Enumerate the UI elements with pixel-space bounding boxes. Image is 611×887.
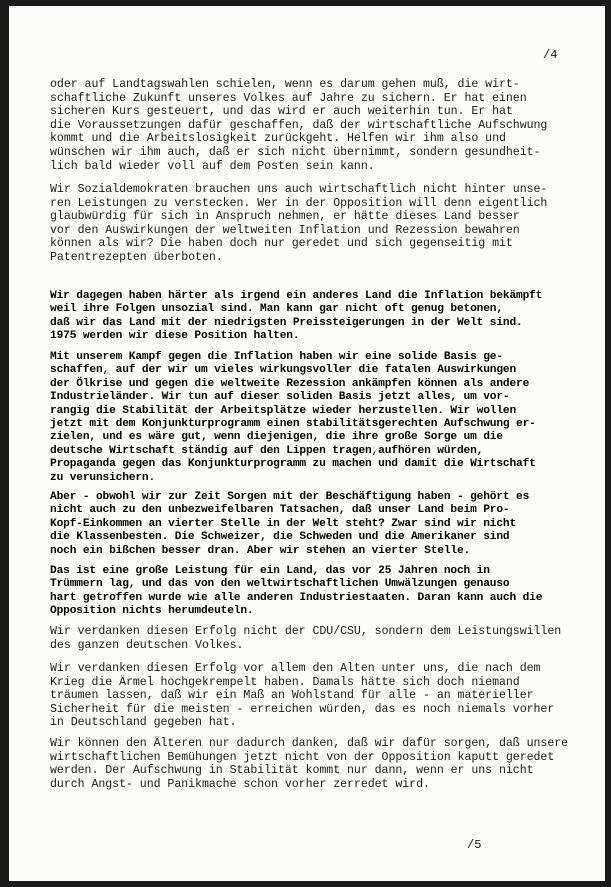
page-number: /4 <box>543 48 558 62</box>
paragraph-1: oder auf Landtagswahlen schielen, wenn es darum gehen muß, die wirt- schaftliche Zukunft unseres Volkes auf Jahre zu sichern. Er hat einen sicheren Kurs gesteuert, und das wird er auch weiterhin tun. Er hat die Voraussetzungen dafür geschaffen, daß der wirtschaftliche Aufschwung kommt und die Arbeitslosigkeit zurückgeht. Helfen wir ihm also und wünschen wir ihm auch, daß er sich nicht übernimmt, sondern gesundheit- lich bald wieder voll auf dem Posten sein kann. <box>50 78 548 173</box>
paragraph-6: Das ist eine große Leistung für ein Land, das vor 25 Jahren noch in Trümmern lag, und das von den weltwirtschaftlichen Umwälzungen genauso hart getroffen wurde wie alle anderen Industriestaaten. Daran kann auch die Opposition nichts herumdeuteln. <box>50 565 543 618</box>
paragraph-5: Aber - obwohl wir zur Zeit Sorgen mit der Beschäftigung haben - gehört es nicht auch zu den unbezweifelbaren Tatsachen, daß unser Land beim Pro- Kopf-Einkommen an vierter Stelle in der Welt steht? Zwar sind wir nicht die Klassenbesten. Die Schweizer, die Schweden und die Amerikaner sind noch ein bißchen besser dran. Aber wir stehen an vierter Stelle. <box>50 491 530 557</box>
paragraph-7: Wir verdanken diesen Erfolg nicht der CDU/CSU, sondern dem Leistungswillen des ganzen deutschen Volkes. <box>50 625 562 652</box>
document-page <box>9 6 605 881</box>
paragraph-4: Mit unserem Kampf gegen die Inflation haben wir eine solide Basis ge- schaffen, auf der wir um vieles wirkungsvoller die fatalen Auswirkungen der Ölkrise und gegen die weltweite Rezession ankämpfen können als andere Industrieländer. Wir tun auf dieser soliden Basis jetzt alles, um vor- rangig die Stabilität der Arbeitsplätze wieder herzustellen. Wir wollen jetzt mit dem Konjunkturprogramm einen stabilitätsgerechten Aufschwung er- zielen, und es wäre gut, wenn diejenigen, die ihre große Sorge um die deutsche Wirtschaft ständig auf den Lippen tragen,aufhören würden, Propaganda gegen das Konjunkturprogramm zu machen und damit die Wirtschaft zu verunsichern. <box>50 351 536 484</box>
paragraph-2: Wir Sozialdemokraten brauchen uns auch wirtschaftlich nicht hinter unse- ren Leistungen zu verstecken. Wer in der Opposition will denn eigentlich glaubwürdig für sich in Anspruch nehmen, er hätte dieses Land besser vor den Auswirkungen der weltweiten Inflation und Rezession bewahren können als wir? Die haben doch nur geredet und sich gegenseitig mit Patentrezepten überboten. <box>50 183 548 264</box>
next-page-reference: /5 <box>467 838 482 852</box>
paragraph-9: Wir können den Älteren nur dadurch danken, daß wir dafür sorgen, daß unsere wirtschaftlichen Bemühungen jetzt nicht von der Opposition kaputt geredet werden. Der Aufschwung in Stabilität kommt nur dann, wenn er uns nicht durch Angst- und Panikmache schon vorher zerredet wird. <box>50 737 569 791</box>
paragraph-8: Wir verdanken diesen Erfolg vor allem den Alten unter uns, die nach dem Krieg die Ärmel hochgekrempelt haben. Damals hätte sich doch niemand träumen lassen, daß wir ein Maß an Wohlstand für alle - an materieller Sicherheit für die meisten - erreichen würden, das es noch niemals vorher in Deutschland gegeben hat. <box>50 662 555 730</box>
paragraph-3: Wir dagegen haben härter als irgend ein anderes Land die Inflation bekämpft weil ihre Folgen unsozial sind. Man kann gar nicht oft genug betonen, daß wir das Land mit der niedrigsten Preissteigerungen in der Welt sind. 1975 werden wir diese Position halten. <box>50 290 543 343</box>
